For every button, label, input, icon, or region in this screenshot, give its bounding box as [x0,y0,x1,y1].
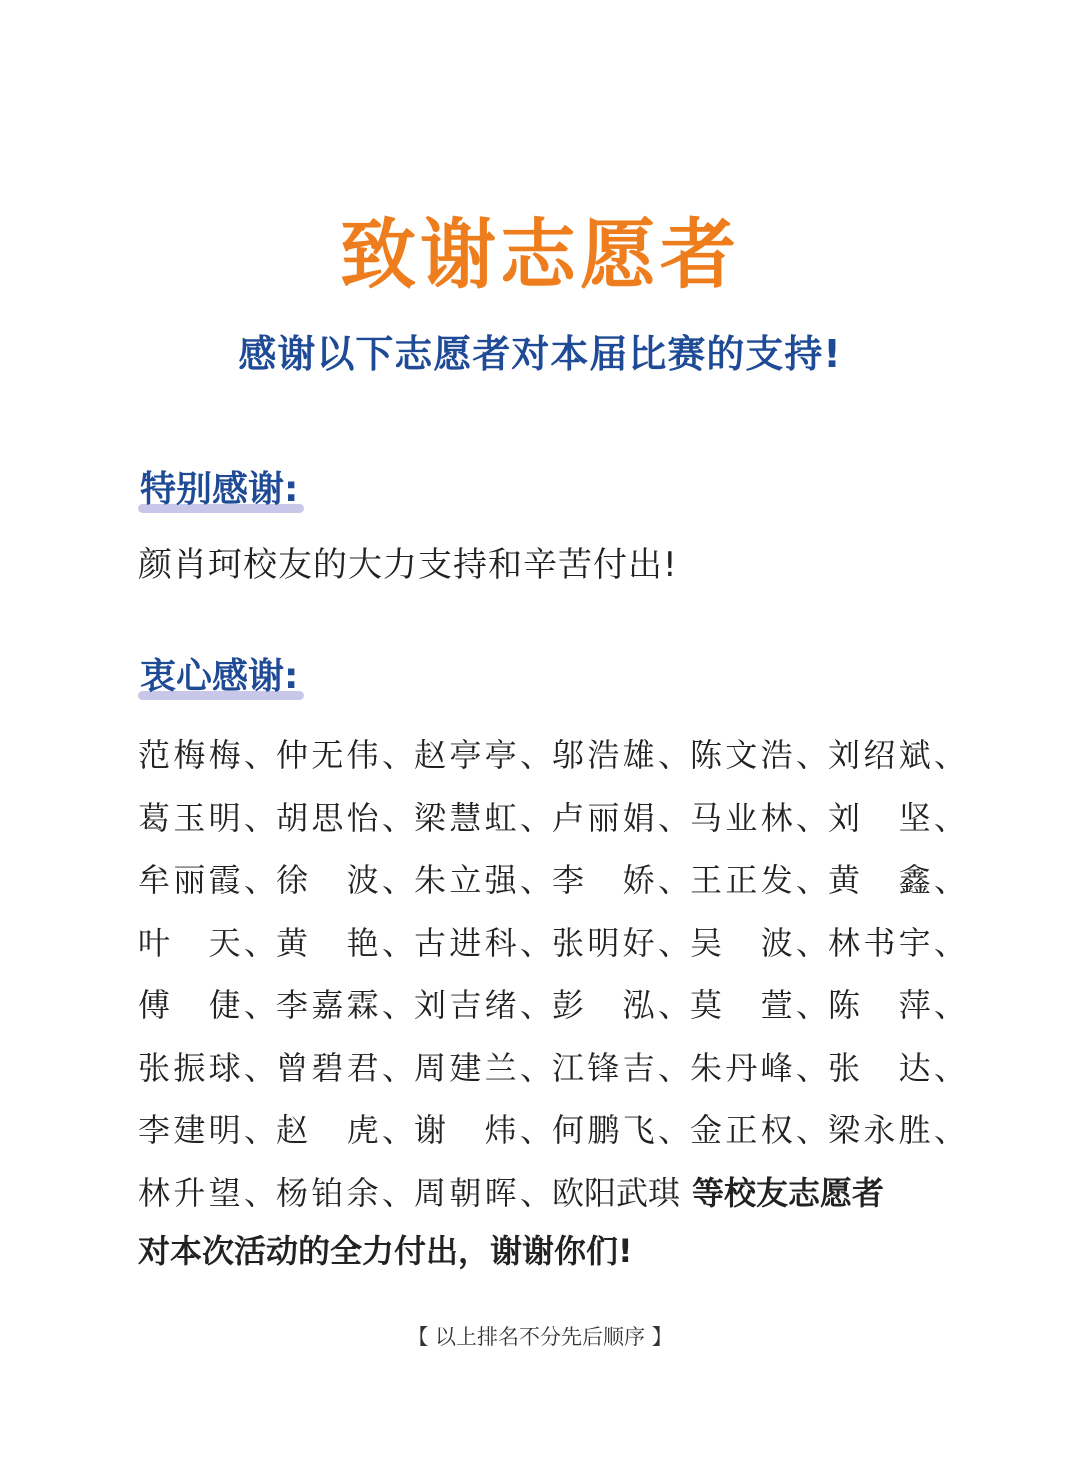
volunteer-name: 朱立强、 [414,861,552,900]
volunteer-name: 周建兰、 [414,1048,552,1087]
volunteer-name: 陈文浩、 [690,736,828,775]
name-row [138,722,968,785]
volunteer-name: 葛玉明、 [138,798,276,837]
volunteer-name: 谢 炜、 [414,1111,552,1150]
volunteer-name: 范梅梅、 [138,736,276,775]
volunteer-name: 梁慧虹、 [414,798,552,837]
page-subtitle: 感谢以下志愿者对本届比赛的支持! [238,332,842,376]
volunteer-name: 江锋吉、 [552,1048,690,1087]
volunteer-name: 杨铂余、 [276,1173,414,1212]
name-row [138,1097,968,1160]
volunteer-name: 赵亭亭、 [414,736,552,775]
name-row [138,1035,968,1098]
volunteer-name: 彭 泓、 [552,986,690,1025]
volunteer-name: 刘吉绪、 [414,986,552,1025]
special-thanks-heading [138,465,300,515]
volunteer-name: 欧阳武琪 [552,1173,681,1212]
volunteer-name: 刘 坚、 [828,798,966,837]
volunteer-names-list [138,722,968,1222]
volunteer-name: 刘绍斌、 [828,736,966,775]
heartfelt-thanks-heading [138,652,300,702]
volunteer-name: 徐 波、 [276,861,414,900]
volunteer-name: 王正发、 [690,861,828,900]
volunteer-name: 林书宇、 [828,923,966,962]
volunteer-name: 李嘉霖、 [276,986,414,1025]
ordering-footnote: 【 以上排名不分先后顺序 】 [407,1325,673,1349]
volunteer-name: 古进科、 [414,923,552,962]
volunteer-name: 卢丽娟、 [552,798,690,837]
volunteer-name: 赵 虎、 [276,1111,414,1150]
volunteer-name: 金正权、 [690,1111,828,1150]
volunteer-name: 吴 波、 [690,923,828,962]
special-thanks-text: 颜肖珂校友的大力支持和辛苦付出! [138,545,678,585]
heartfelt-thanks-heading-text: 衷心感谢: [140,656,299,697]
volunteer-name: 叶 天、 [138,923,276,962]
name-row [138,785,968,848]
volunteer-name: 牟丽霞、 [138,861,276,900]
volunteer-name: 黄 鑫、 [828,861,966,900]
closing-line: 对本次活动的全力付出，谢谢你们! [138,1232,633,1270]
closing-inline-text: 等校友志愿者 [692,1173,885,1212]
volunteer-name: 傅 倢、 [138,986,276,1025]
name-row [138,1160,968,1223]
volunteer-name: 李建明、 [138,1111,276,1150]
name-row [138,910,968,973]
volunteer-name: 张振球、 [138,1048,276,1087]
volunteer-name: 胡思怡、 [276,798,414,837]
volunteer-name: 李 娇、 [552,861,690,900]
volunteer-name: 马业林、 [690,798,828,837]
volunteer-name: 朱丹峰、 [690,1048,828,1087]
volunteer-name: 陈 萍、 [828,986,966,1025]
page-title: 致谢志愿者 [340,210,740,299]
volunteer-name: 张明好、 [552,923,690,962]
name-row [138,972,968,1035]
volunteer-name: 莫 萱、 [690,986,828,1025]
volunteer-name: 邬浩雄、 [552,736,690,775]
volunteer-name: 黄 艳、 [276,923,414,962]
volunteer-name: 梁永胜、 [828,1111,966,1150]
special-thanks-heading-text: 特别感谢: [140,469,299,510]
volunteer-name: 张 达、 [828,1048,966,1087]
volunteer-name: 曾碧君、 [276,1048,414,1087]
volunteer-name: 林升望、 [138,1173,276,1212]
volunteer-name: 仲无伟、 [276,736,414,775]
volunteer-name: 何鹏飞、 [552,1111,690,1150]
volunteer-name: 周朝晖、 [414,1173,552,1212]
name-row [138,847,968,910]
